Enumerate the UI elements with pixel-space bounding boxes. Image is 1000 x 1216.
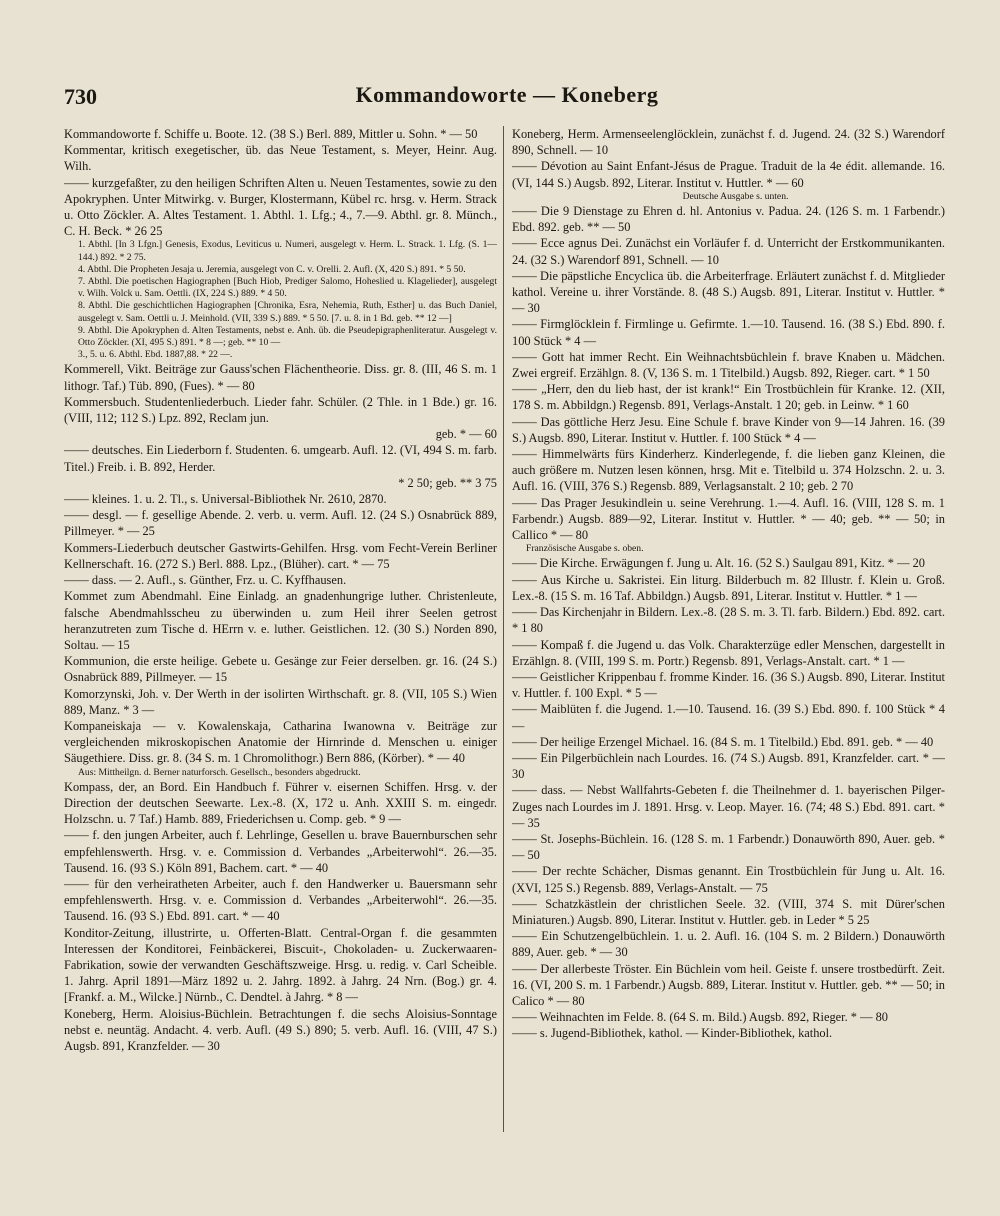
bibliography-entry: —— Ein Schutzengelbüchlein. 1. u. 2. Aufl. 16. (104 S. m. 2 Bildern.) Donauwörth 889, Auer. geb. * — 30 (512, 929, 945, 960)
sub-entry-note: 9. Abthl. Die Apokryphen d. Alten Testaments, nebst e. Anh. üb. die Pseudepigraphenliteratur. Ausgelegt v. Otto Zöckler. (XI, 495 S.) 891. * 8 —; geb. ** 10 — (78, 324, 497, 349)
bibliography-entry: —— Der rechte Schächer, Dismas genannt. Ein Trostbüchlein für Jung u. Alt. 16. (XVI, 125 S.) Regensb. 889, Verlags-Anstalt. — 75 (512, 864, 945, 895)
bibliography-entry: —— für den verheiratheten Arbeiter, auch f. den Handwerker u. Bauersmann sehr empfehlenswerth. Hrsg. v. e. Commission d. Verbandes „Arbeiterwohl“. 26.—35. Tausend. 16. (93 S.) Ebd. 891. cart. * — 40 (64, 876, 497, 924)
left-column (64, 126, 497, 1146)
bibliography-entry: —— Die Kirche. Erwägungen f. Jung u. Alt. 16. (52 S.) Saulgau 891, Kitz. * — 20 (512, 556, 925, 571)
bibliography-entry: —— Der heilige Erzengel Michael. 16. (84 S. m. 1 Titelbild.) Ebd. 891. geb. * — 40 (512, 734, 934, 749)
bibliography-entry: —— Die päpstliche Encyclica üb. die Arbeiterfrage. Erläutert zunächst f. d. Mitglieder kathol. Vereine u. ihrer Vorstände. 8. (48 S.) Augsb. 891, Literar. Institut v. Huttler. * — 30 (512, 268, 945, 316)
bibliography-entry: Koneberg, Herm. Aloisius-Büchlein. Betrachtungen f. die sechs Aloisius-Sonntage nebst e. neuntäg. Andacht. 4. verb. Aufl. (49 S.) 890; 5. verb. Aufl. 16. (VIII, 47 S.) Augsb. 891, Kranzfelder. — 30 (64, 1006, 497, 1053)
running-title: Kommandoworte — Koneberg (355, 82, 659, 107)
bibliography-entry: —— Schatzkästlein der christlichen Seele. 32. (VIII, 374 S. mit Dürer'schen Miniaturen.) Augsb. 890, Literar. Institut v. Huttler. geb. in Leder * 5 25 (512, 896, 945, 927)
sub-entry-note: 1. Abthl. [In 3 Lfgn.] Genesis, Exodus, Leviticus u. Numeri, ausgelegt v. Herm. L. Strack. 1. Lfg. (S. 1—144.) 892. * 2 75. (78, 239, 497, 263)
column-divider (503, 126, 504, 1132)
bibliography-entry: —— Kompaß f. die Jugend u. das Volk. Charakterzüge edler Menschen, dargestellt in Erzählgn. 8. (VIII, 199 S. m. Portr.) Regensb. 891, Verlags-Anstalt. cart. * 1 — (512, 637, 945, 668)
bibliography-entry: —— Das Prager Jesukindlein u. seine Verehrung. 1.—4. Aufl. 16. (VIII, 128 S. m. 1 Farbendr.) Augsb. 889—92, Literar. Institut v. Huttler. * — 40; geb. ** — 50; in Callico * — 80 (512, 495, 945, 543)
bibliography-entry: Kommerell, Vikt. Beiträge zur Gauss'schen Flächentheorie. Diss. gr. 8. (III, 46 S. m. 1 lithogr. Taf.) Tüb. 890, (Fues). * — 80 (64, 362, 497, 393)
bibliography-entry: —— Der allerbeste Tröster. Ein Büchlein vom heil. Geiste f. unsere trostbedürft. Zeit. 16. (VI, 200 S. m. 1 Farbendr.) Augsb. 889, Literar. Institut v. Huttler. geb. ** — 50; in Calico * — 80 (512, 961, 945, 1008)
bibliography-entry: —— Das göttliche Herz Jesu. Eine Schule f. brave Kinder von 9—14 Jahren. 16. (39 S.) Augsb. 890, Literar. Institut v. Huttler. f. 100 Stück * 4 — (512, 414, 945, 445)
sub-entry-note: 3., 5. u. 6. Abthl. Ebd. 1887,88. * 22 —. (78, 349, 233, 361)
bibliography-entry: Komorzynski, Joh. v. Der Werth in der isolirten Wirthschaft. gr. 8. (VII, 105 S.) Wien 889, Manz. * 3 — (64, 686, 497, 717)
bibliography-entry: —— Die 9 Dienstage zu Ehren d. hl. Antonius v. Padua. 24. (126 S. m. 1 Farbendr.) Ebd. 892. geb. ** — 50 (512, 204, 945, 235)
bibliography-entry: geb. * — 60 (435, 427, 497, 442)
bibliography-entry: —— Aus Kirche u. Sakristei. Ein liturg. Bilderbuch m. 82 Illustr. f. Klein u. Groß. Lex.-8. (15 S. m. 16 Taf. Abbildgn.) Augsb. 891, Literar. Institut v. Huttler. * 1 — (512, 572, 945, 603)
page-header (64, 80, 950, 114)
right-column (512, 126, 945, 1146)
bibliography-entry: —— kurzgefaßter, zu den heiligen Schriften Alten u. Neuen Testamentes, sowie zu den Apokryphen. Unter Mitwirkg. v. Burger, Klostermann, Kübel rc. hrsg. v. Herm. Strack u. Otto Zöckler. A. Altes Testament. 1. Abthl. 1. Lfg.; 4., 7.—9. Abthl. gr. 8. Münch., C. H. Beck. * 26 25 (64, 175, 497, 239)
bibliography-entry: Kommandoworte f. Schiffe u. Boote. 12. (38 S.) Berl. 889, Mittler u. Sohn. * — 50 (64, 127, 478, 141)
sub-entry-note: 7. Abthl. Die poetischen Hagiographen [Buch Hiob, Prediger Salomo, Hoheslied u. Klagelieder], ausgelegt v. Wilh. Volck u. Sam. Oettli. (IX, 224 S.) 889. * 4 50. (78, 276, 497, 300)
sub-entry-note: Deutsche Ausgabe s. unten. (682, 190, 789, 202)
page-number: 730 (64, 84, 97, 109)
bibliography-entry: Kommersbuch. Studentenliederbuch. Lieder fahr. Schüler. (2 Thle. in 1 Bde.) gr. 16. (VIII, 112; 112 S.) Lpz. 892, Reclam jun. (64, 394, 497, 426)
bibliography-entry: —— desgl. — f. gesellige Abende. 2. verb. u. verm. Aufl. 12. (24 S.) Osnabrück 889, Pillmeyer. * — 25 (64, 508, 497, 539)
bibliography-entry: —— dass. — 2. Aufl., s. Günther, Frz. u. C. Kyffhausen. (64, 573, 347, 588)
bibliography-entry: —— Gott hat immer Recht. Ein Weihnachtsbüchlein f. brave Knaben u. Mädchen. Zwei ergreif. Erzählgn. 8. (V, 136 S. m. 1 Titelbild.) Augsb. 892, Rieger. cart. * 1 50 (512, 349, 945, 381)
sub-entry-note: Aus: Mittheilgn. d. Berner naturforsch. Gesellsch., besonders abgedruckt. (78, 766, 361, 778)
sub-entry-note: Französische Ausgabe s. oben. (526, 543, 644, 555)
bibliography-entry: —— Das Kirchenjahr in Bildern. Lex.-8. (28 S. m. 3. Tl. farb. Bildern.) Ebd. 892. cart. * 1 80 (512, 605, 945, 636)
bibliography-entry: Konditor-Zeitung, illustrirte, u. Offerten-Blatt. Central-Organ f. die gesammten Interessen der Konditorei, Feinbäckerei, Biscuit-, Chokoladen- u. Zuckerwaaren-Fabrikation, sowie der verwandten Geschäftszweige. Hrsg. u. redig. v. Carl Scheible. 1. Jahrg. April 1891—März 1892 u. 2. Jahrg. 1892. à Jahrg. 24 Nrn. (Bog.) gr. 4. [Frankf. a. M., Wilcke.] Nürnb., C. Dendtel. à Jahrg. * 8 — (64, 925, 497, 1005)
bibliography-entry: Kommers-Liederbuch deutscher Gastwirts-Gehilfen. Hrsg. vom Fecht-Verein Berliner Kellnerschaft. 16. (272 S.) Berl. 888. Lpz., (Blüher). cart. * — 75 (64, 540, 497, 571)
bibliography-entry: Koneberg, Herm. Armenseelenglöcklein, zunächst f. d. Jugend. 24. (32 S.) Warendorf 890, Schnell. — 10 (512, 127, 945, 158)
bibliography-entry: —— deutsches. Ein Liederborn f. Studenten. 6. umgearb. Aufl. 12. (VI, 494 S. m. farb. Titel.) Freib. i. B. 892, Herder. (64, 443, 497, 474)
bibliography-entry: * 2 50; geb. ** 3 75 (398, 475, 497, 490)
bibliography-entry: —— s. Jugend-Bibliothek, kathol. — Kinder-Bibliothek, kathol. (512, 1026, 833, 1041)
bibliography-entry: —— f. den jungen Arbeiter, auch f. Lehrlinge, Gesellen u. brave Bauernburschen sehr empfehlenswerth. Hrsg. v. e. Commission d. Verbandes „Arbeiterwohl“. 26.—35. Tausend. 16. (93 S.) Köln 891, Bachem. cart. * — 40 (64, 828, 497, 875)
bibliography-entry: Kompass, der, an Bord. Ein Handbuch f. Führer v. eisernen Schiffen. Hrsg. v. der Direction der deutschen Seewarte. Lex.-8. (X, 172 u. Anh. XXIII S. m. eingedr. Holzschn. u. 7 Taf.) Hamb. 889, Friederichsen u. Comp. geb. * 9 — (64, 779, 497, 827)
bibliography-entry: —— Dévotion au Saint Enfant-Jésus de Prague. Traduit de la 4e édit. allemande. 16. (VI, 144 S.) Augsb. 892, Literar. Institut v. Huttler. * — 60 (512, 159, 945, 190)
bibliography-entry: —— Himmelwärts fürs Kinderherz. Kinderlegende, f. die lieben ganz Kleinen, die auch größere m. Nutzen lesen können, hrsg. Mit e. Titelbild u. 374 Holzschn. 2. u. 3. Aufl. 16. (VIII, 376 S.) Regensb. 889, Verlagsanstalt. 2 10; geb. 2 70 (512, 447, 945, 494)
sub-entry-note: 8. Abthl. Die geschichtlichen Hagiographen [Chronika, Esra, Nehemia, Ruth, Esther] u. das Buch Daniel, ausgelegt v. Sam. Oettli u. J. Meinhold. (VII, 339 S.) 889. * 5 50. [7. u. 8. in 1 Bd. geb. ** 12 —] (78, 300, 497, 324)
bibliography-entry: —— „Herr, den du lieb hast, der ist krank!“ Ein Trostbüchlein für Kranke. 12. (XII, 178 S. m. Abbildgn.) Regensb. 891, Verlags-Anstalt. 1 20; geb. in Leinw. * 1 60 (512, 382, 945, 413)
bibliography-entry: Kommet zum Abendmahl. Eine Einladg. an gnadenhungrige luther. Christenleute, falsche Abendmahlsscheu zu überwinden u. zum Heil ihrer Seelen getrost heranzutreten zum Tische d. HErrn v. e. luther. Geistlichen. 12. (30 S.) Norden 890, Soltau. — 15 (64, 589, 497, 652)
bibliography-entry: —— Weihnachten im Felde. 8. (64 S. m. Bild.) Augsb. 892, Rieger. * — 80 (512, 1010, 888, 1025)
bibliography-entry: —— Maiblüten f. die Jugend. 1.—10. Tausend. 16. (39 S.) Ebd. 890. f. 100 Stück * 4 — (512, 702, 945, 733)
bibliography-entry: —— St. Josephs-Büchlein. 16. (128 S. m. 1 Farbendr.) Donauwörth 890, Auer. geb. * — 50 (512, 831, 945, 863)
bibliography-entry: —— dass. — Nebst Wallfahrts-Gebeten f. die Theilnehmer d. 1. bayerischen Pilger-Zuges nach Lourdes im J. 1891. Hrsg. v. Leop. Mayer. 16. (74; 48 S.) Ebd. 891. cart. * — 35 (512, 783, 945, 830)
bibliography-entry: —— Ecce agnus Dei. Zunächst ein Vorläufer f. d. Unterricht der Erstkommunikanten. 24. (32 S.) Warendorf 891, Schnell. — 10 (512, 236, 945, 267)
bibliography-entry: —— Ein Pilgerbüchlein nach Lourdes. 16. (74 S.) Augsb. 891, Kranzfelder. cart. * — 30 (512, 750, 945, 782)
bibliography-entry: —— kleines. 1. u. 2. Tl., s. Universal-Bibliothek Nr. 2610, 2870. (64, 492, 387, 507)
bibliography-entry: —— Geistlicher Krippenbau f. fromme Kinder. 16. (36 S.) Augsb. 890, Literar. Institut v. Huttler. f. 100 Expl. * 5 — (512, 669, 945, 701)
bibliography-entry: —— Firmglöcklein f. Firmlinge u. Gefirmte. 1.—10. Tausend. 16. (38 S.) Ebd. 890. f. 100 Stück * 4 — (512, 317, 945, 348)
sub-entry-note: 4. Abthl. Die Propheten Jesaja u. Jeremia, ausgelegt von C. v. Orelli. 2. Aufl. (X, 420 S.) 891. * 5 50. (78, 263, 466, 275)
bibliography-entry: Kommunion, die erste heilige. Gebete u. Gesänge zur Feier derselben. gr. 16. (24 S.) Osnabrück 889, Pillmeyer. — 15 (64, 654, 497, 685)
bibliography-entry: Kommentar, kritisch exegetischer, üb. das Neue Testament, s. Meyer, Heinr. Aug. Wilh. (64, 143, 497, 174)
bibliography-entry: Kompaneiskaja — v. Kowalenskaja, Catharina Iwanowna v. Beiträge zur vergleichenden mikroskopischen Anatomie der Hirnrinde d. Menschen u. einiger Säugethiere. Diss. gr. 8. (34 S. m. 1 Chromolithogr.) Bern 886, (Körber). * — 40 (64, 718, 497, 766)
